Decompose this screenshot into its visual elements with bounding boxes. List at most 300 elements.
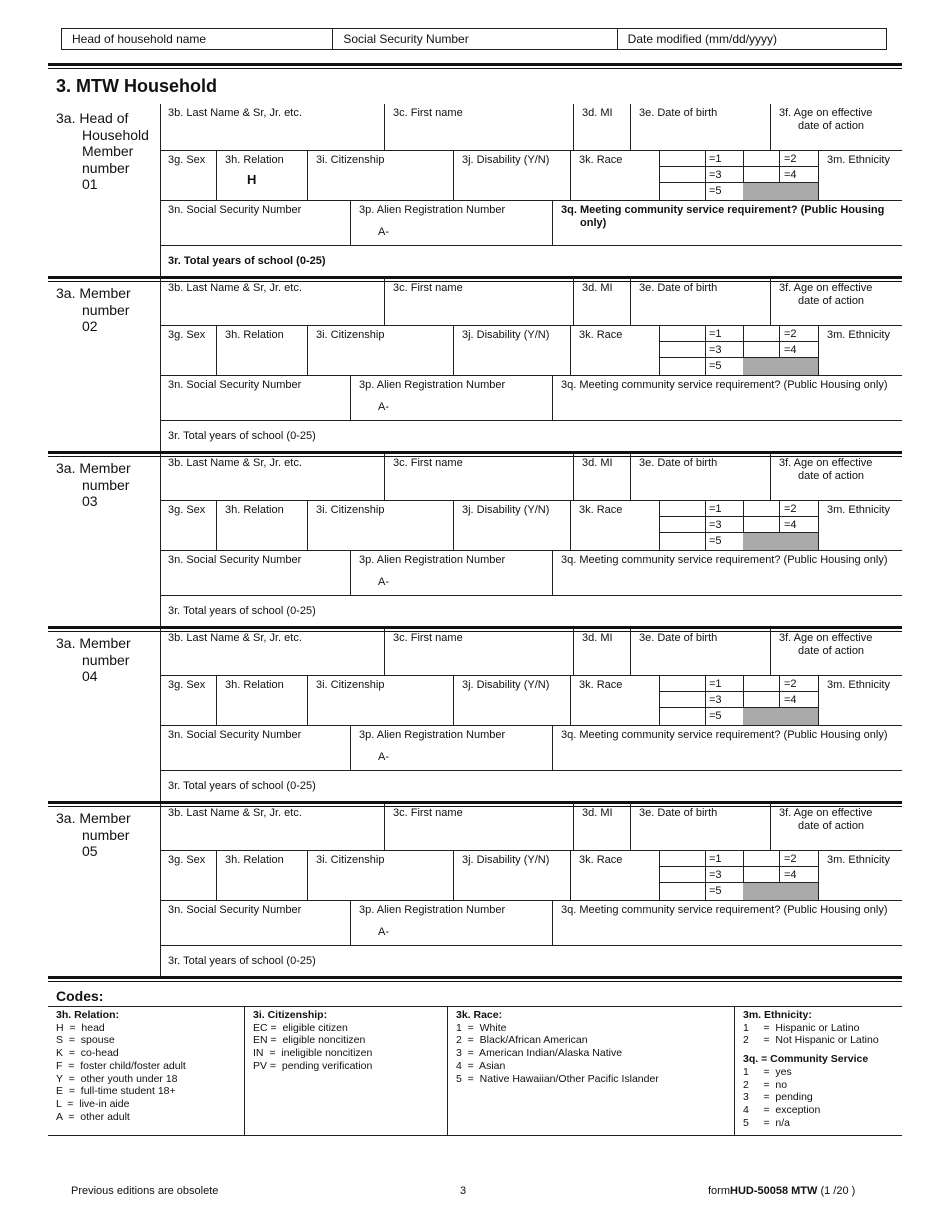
last-name-field[interactable] [160, 629, 384, 675]
ethnicity-field[interactable] [818, 676, 902, 725]
member-ssn-field-label: 3n. Social Security Number [168, 204, 302, 216]
first-name-field-label: 3c. First name [393, 457, 463, 469]
middle-initial-field-label: 3d. MI [582, 807, 613, 819]
age-field-label-2: date of action [798, 645, 865, 657]
member-ssn-field-label: 3n. Social Security Number [168, 379, 302, 391]
relation-value: H [247, 172, 257, 187]
age-field-label: 3f. Age on effective [779, 632, 873, 644]
last-name-field-label: 3b. Last Name & Sr, Jr. etc. [168, 632, 302, 644]
ethnicity-field[interactable] [818, 151, 902, 200]
total-years-school-field[interactable] [160, 771, 902, 801]
member-label-line: number [82, 476, 130, 493]
ethnicity-field[interactable] [818, 851, 902, 900]
first-name-field[interactable] [384, 454, 573, 500]
sex-field-label: 3g. Sex [168, 679, 206, 691]
member-ssn-field-label: 3n. Social Security Number [168, 904, 302, 916]
last-name-field-label: 3b. Last Name & Sr, Jr. etc. [168, 282, 302, 294]
total-years-school-field-label: 3r. Total years of school (0-25) [168, 955, 316, 967]
race-shaded-cell-cover [744, 533, 779, 550]
alien-registration-field-label: 3p. Alien Registration Number [359, 554, 506, 566]
age-field-label: 3f. Age on effective [779, 107, 873, 119]
page-number: 3 [460, 1185, 467, 1197]
member-bottom-rule [48, 976, 902, 979]
header-ssn-field[interactable]: Social Security Number [333, 29, 617, 49]
footer-obsolete-note: Previous editions are obsolete [71, 1185, 219, 1197]
date-of-birth-field-label: 3e. Date of birth [639, 282, 718, 294]
sex-field[interactable] [160, 326, 216, 375]
citizenship-field-label: 3i. Citizenship [316, 854, 385, 866]
member-label-line: Member [82, 143, 134, 159]
field-row [160, 200, 902, 245]
ethnicity-field[interactable] [818, 326, 902, 375]
code-item: Y = other youth under 18 [56, 1072, 178, 1085]
code-item: 2 = Black/African American [456, 1034, 588, 1047]
code-item: 2 = no [743, 1078, 788, 1091]
member-number-label [56, 635, 156, 685]
race-divider [659, 851, 660, 900]
last-name-field-label: 3b. Last Name & Sr, Jr. etc. [168, 107, 302, 119]
race-codes [447, 1007, 734, 1135]
sex-field[interactable] [160, 501, 216, 550]
age-field-label: 3f. Age on effective [779, 807, 873, 819]
race-divider [705, 501, 706, 550]
race-field[interactable] [570, 501, 818, 550]
ethnicity-community-codes [734, 1007, 902, 1135]
alien-registration-field-label: 3p. Alien Registration Number [359, 204, 506, 216]
alien-registration-field[interactable] [350, 551, 552, 595]
alien-registration-field[interactable] [350, 901, 552, 945]
date-of-birth-field[interactable] [630, 629, 770, 675]
disability-field-label: 3j. Disability (Y/N) [462, 854, 550, 866]
age-field[interactable] [770, 804, 902, 850]
code-item: 2 = Not Hispanic or Latino [743, 1034, 879, 1047]
code-item: IN = ineligible noncitizen [253, 1047, 373, 1060]
member-ssn-field[interactable] [160, 201, 350, 245]
code-item: L = live-in aide [56, 1097, 130, 1110]
disability-field[interactable] [453, 501, 570, 550]
alien-registration-field-label: 3p. Alien Registration Number [359, 729, 506, 741]
race-field-label: 3k. Race [579, 154, 623, 166]
member-fields-grid [160, 104, 902, 276]
member-fields-grid [160, 629, 902, 801]
total-years-school-field-label: 3r. Total years of school (0-25) [168, 430, 316, 442]
community-service-field[interactable] [552, 901, 902, 945]
member-block [48, 454, 902, 626]
first-name-field-label: 3c. First name [393, 632, 463, 644]
code-item: 1 = yes [743, 1065, 792, 1078]
member-label-line: Household [82, 126, 149, 143]
date-modified-field[interactable]: Date modified (mm/dd/yyyy) [627, 32, 778, 46]
first-name-field[interactable] [384, 279, 573, 325]
disability-field[interactable] [453, 676, 570, 725]
citizenship-field[interactable] [307, 326, 453, 375]
form-id: HUD-50058 MTW [730, 1185, 818, 1197]
field-row [160, 629, 902, 675]
race-code-label: =5 [709, 710, 722, 722]
middle-initial-field[interactable] [573, 279, 630, 325]
date-of-birth-field[interactable] [630, 804, 770, 850]
disability-field-label: 3j. Disability (Y/N) [462, 679, 550, 691]
member-label-line: number [82, 651, 130, 668]
citizenship-field[interactable] [307, 501, 453, 550]
member-label-line: 05 [82, 843, 98, 859]
sex-field-label: 3g. Sex [168, 504, 206, 516]
code-item: 4 = Asian [456, 1059, 506, 1072]
member-block [48, 279, 902, 451]
code-item: E = full-time student 18+ [56, 1085, 176, 1098]
ethnicity-field-label: 3m. Ethnicity [827, 329, 890, 341]
race-field[interactable] [570, 676, 818, 725]
code-item: A = other adult [56, 1110, 130, 1123]
code-item: 3 = American Indian/Alaska Native [456, 1047, 623, 1060]
ethnicity-field[interactable] [818, 501, 902, 550]
total-years-school-field[interactable] [160, 596, 902, 626]
middle-initial-field[interactable] [573, 804, 630, 850]
code-item: 1 = Hispanic or Latino [743, 1021, 860, 1034]
race-code-label: =3 [709, 694, 722, 706]
relation-field[interactable] [216, 501, 307, 550]
member-fields-grid [160, 454, 902, 626]
total-years-school-field-label: 3r. Total years of school (0-25) [168, 255, 326, 267]
relation-field[interactable] [216, 676, 307, 725]
member-ssn-field[interactable] [160, 376, 350, 420]
ethnicity-field-label: 3m. Ethnicity [827, 679, 890, 691]
last-name-field[interactable] [160, 804, 384, 850]
field-row [160, 375, 902, 420]
member-ssn-field[interactable] [160, 901, 350, 945]
race-code-label: =4 [784, 169, 797, 181]
last-name-field-label: 3b. Last Name & Sr, Jr. etc. [168, 457, 302, 469]
race-field[interactable] [570, 851, 818, 900]
relation-field-label: 3h. Relation [225, 329, 284, 341]
total-years-school-field[interactable] [160, 421, 902, 451]
ethnicity-codes-heading: 3m. Ethnicity: [743, 1009, 812, 1021]
middle-initial-field-label: 3d. MI [582, 282, 613, 294]
code-item: EC = eligible citizen [253, 1021, 348, 1034]
last-name-field[interactable] [160, 279, 384, 325]
race-code-label: =4 [784, 694, 797, 706]
age-field-label: 3f. Age on effective [779, 457, 873, 469]
disability-field-label: 3j. Disability (Y/N) [462, 329, 550, 341]
member-fields-grid [160, 804, 902, 976]
member-label-line: number [82, 826, 130, 843]
section-title: 3. MTW Household [56, 76, 217, 96]
member-number-label [56, 285, 156, 335]
code-item: F = foster child/foster adult [56, 1059, 186, 1072]
middle-initial-field[interactable] [573, 454, 630, 500]
community-service-label: 3q. Meeting community service requirement? (Public Housing only) [561, 379, 888, 391]
race-divider [659, 501, 660, 550]
alien-prefix: A- [378, 226, 389, 238]
code-item: 1 = White [456, 1021, 507, 1034]
sex-field[interactable] [160, 151, 216, 200]
ethnicity-field-label: 3m. Ethnicity [827, 854, 890, 866]
race-divider [705, 676, 706, 725]
race-code-label: =2 [784, 328, 797, 340]
date-of-birth-field-label: 3e. Date of birth [639, 457, 718, 469]
alien-registration-field[interactable] [350, 726, 552, 770]
relation-field-label: 3h. Relation [225, 154, 284, 166]
citizenship-field[interactable] [307, 151, 453, 200]
race-field-label: 3k. Race [579, 854, 623, 866]
community-service-field[interactable] [552, 551, 902, 595]
community-service-label: 3q. Meeting community service requirement? (Public Housing only) [561, 904, 888, 916]
sex-field[interactable] [160, 676, 216, 725]
citizenship-field[interactable] [307, 676, 453, 725]
sex-field-label: 3g. Sex [168, 329, 206, 341]
date-of-birth-field[interactable] [630, 454, 770, 500]
race-divider [659, 151, 660, 200]
field-row [160, 279, 902, 325]
race-code-label: =5 [709, 360, 722, 372]
member-block [48, 629, 902, 801]
member-label-line: 3a. Member [56, 285, 131, 301]
alien-prefix: A- [378, 926, 389, 938]
date-of-birth-field[interactable] [630, 104, 770, 150]
member-number-label [56, 810, 156, 860]
codes-title: Codes: [56, 988, 104, 1004]
race-divider [705, 326, 706, 375]
field-row [160, 945, 902, 976]
first-name-field-label: 3c. First name [393, 807, 463, 819]
race-code-label: =1 [709, 503, 722, 515]
codes-box [48, 1006, 902, 1136]
age-field[interactable] [770, 454, 902, 500]
race-code-label: =4 [784, 344, 797, 356]
code-item: 4 = exception [743, 1103, 821, 1116]
race-code-label: =3 [709, 169, 722, 181]
race-shaded-cell-cover [744, 358, 779, 375]
member-label-line: 3a. Member [56, 635, 131, 651]
middle-initial-field-label: 3d. MI [582, 632, 613, 644]
race-code-label: =1 [709, 853, 722, 865]
member-label-line: 02 [82, 318, 98, 334]
race-code-label: =2 [784, 678, 797, 690]
total-years-school-field-label: 3r. Total years of school (0-25) [168, 780, 316, 792]
field-row [160, 325, 902, 375]
member-ssn-field-label: 3n. Social Security Number [168, 554, 302, 566]
first-name-field[interactable] [384, 804, 573, 850]
code-item: S = spouse [56, 1034, 115, 1047]
race-field[interactable] [570, 151, 818, 200]
member-ssn-field[interactable] [160, 551, 350, 595]
race-field-label: 3k. Race [579, 329, 623, 341]
age-field-label-2: date of action [798, 120, 865, 132]
race-row-divider [659, 341, 819, 342]
relation-field[interactable] [216, 326, 307, 375]
race-code-label: =2 [784, 853, 797, 865]
race-code-label: =3 [709, 869, 722, 881]
race-field-label: 3k. Race [579, 504, 623, 516]
middle-initial-field[interactable] [573, 629, 630, 675]
disability-field-label: 3j. Disability (Y/N) [462, 154, 550, 166]
relation-codes-heading: 3h. Relation: [56, 1009, 120, 1021]
race-code-label: =5 [709, 535, 722, 547]
community-service-field[interactable] [552, 726, 902, 770]
citizenship-codes-heading: 3i. Citizenship: [253, 1009, 328, 1021]
member-ssn-field[interactable] [160, 726, 350, 770]
code-item: H = head [56, 1021, 105, 1034]
race-field-label: 3k. Race [579, 679, 623, 691]
citizenship-field-label: 3i. Citizenship [316, 154, 385, 166]
age-field[interactable] [770, 104, 902, 150]
race-code-label: =5 [709, 185, 722, 197]
form-date: (1 /20 ) [817, 1185, 856, 1197]
relation-codes [48, 1007, 244, 1135]
race-divider [659, 676, 660, 725]
race-row-divider [659, 691, 819, 692]
ethnicity-field-label: 3m. Ethnicity [827, 154, 890, 166]
race-divider [659, 326, 660, 375]
race-shaded-cell-cover [744, 883, 779, 900]
date-of-birth-field-label: 3e. Date of birth [639, 632, 718, 644]
field-row [160, 900, 902, 945]
form-prefix: form [708, 1185, 730, 1197]
sex-field-label: 3g. Sex [168, 854, 206, 866]
relation-field-label: 3h. Relation [225, 504, 284, 516]
community-service-field[interactable] [552, 376, 902, 420]
field-row [160, 245, 902, 276]
form-header [61, 28, 887, 50]
date-of-birth-field-label: 3e. Date of birth [639, 807, 718, 819]
head-of-household-name-field[interactable]: Head of household name [62, 29, 333, 49]
field-row [160, 150, 902, 200]
relation-field-label: 3h. Relation [225, 854, 284, 866]
relation-field-label: 3h. Relation [225, 679, 284, 691]
total-years-school-field[interactable] [160, 246, 902, 276]
field-row [160, 454, 902, 500]
race-codes-heading: 3k. Race: [456, 1009, 503, 1021]
race-code-label: =2 [784, 153, 797, 165]
middle-initial-field[interactable] [573, 104, 630, 150]
sex-field[interactable] [160, 851, 216, 900]
member-ssn-field-label: 3n. Social Security Number [168, 729, 302, 741]
total-years-school-field[interactable] [160, 946, 902, 976]
citizenship-field[interactable] [307, 851, 453, 900]
code-item: 5 = n/a [743, 1116, 790, 1129]
last-name-field-label: 3b. Last Name & Sr, Jr. etc. [168, 807, 302, 819]
alien-registration-field[interactable] [350, 376, 552, 420]
relation-field[interactable] [216, 851, 307, 900]
race-code-label: =4 [784, 519, 797, 531]
member-label-line: number [82, 159, 130, 176]
disability-field-label: 3j. Disability (Y/N) [462, 504, 550, 516]
date-of-birth-field[interactable] [630, 279, 770, 325]
race-row-divider [659, 516, 819, 517]
race-shaded-cell-cover [744, 708, 779, 725]
race-code-label: =5 [709, 885, 722, 897]
code-item: PV = pending verification [253, 1059, 373, 1072]
last-name-field[interactable] [160, 454, 384, 500]
ethnicity-field-label: 3m. Ethnicity [827, 504, 890, 516]
citizenship-field-label: 3i. Citizenship [316, 329, 385, 341]
race-code-label: =3 [709, 344, 722, 356]
member-label-line: 01 [82, 176, 98, 192]
community-service-field[interactable] [552, 201, 902, 245]
citizenship-field-label: 3i. Citizenship [316, 504, 385, 516]
member-label-line: 3a. Member [56, 810, 131, 826]
date-of-birth-field-label: 3e. Date of birth [639, 107, 718, 119]
first-name-field[interactable] [384, 104, 573, 150]
race-code-label: =4 [784, 869, 797, 881]
race-row-divider [659, 166, 819, 167]
age-field-label-2: date of action [798, 295, 865, 307]
disability-field[interactable] [453, 326, 570, 375]
code-item: 5 = Native Hawaiian/Other Pacific Islander [456, 1072, 659, 1085]
last-name-field[interactable] [160, 104, 384, 150]
first-name-field[interactable] [384, 629, 573, 675]
first-name-field-label: 3c. First name [393, 107, 463, 119]
citizenship-field-label: 3i. Citizenship [316, 679, 385, 691]
race-code-label: =2 [784, 503, 797, 515]
first-name-field-label: 3c. First name [393, 282, 463, 294]
member-label-line: 3a. Member [56, 460, 131, 476]
alien-registration-field-label: 3p. Alien Registration Number [359, 904, 506, 916]
field-row [160, 104, 902, 150]
code-item: EN = eligible noncitizen [253, 1034, 366, 1047]
age-field[interactable] [770, 279, 902, 325]
race-row-divider [659, 866, 819, 867]
field-row [160, 850, 902, 900]
middle-initial-field-label: 3d. MI [582, 107, 613, 119]
age-field-label: 3f. Age on effective [779, 282, 873, 294]
member-label-line: 04 [82, 668, 98, 684]
alien-registration-field[interactable] [350, 201, 552, 245]
race-code-label: =1 [709, 153, 722, 165]
alien-prefix: A- [378, 576, 389, 588]
member-label-line: number [82, 301, 130, 318]
age-field-label-2: date of action [798, 820, 865, 832]
code-item: 3 = pending [743, 1091, 813, 1104]
alien-prefix: A- [378, 751, 389, 763]
code-item: K = co-head [56, 1047, 119, 1060]
sex-field-label: 3g. Sex [168, 154, 206, 166]
community-service-label: 3q. Meeting community service requirement? (Public Housing only) [561, 729, 888, 741]
age-field[interactable] [770, 629, 902, 675]
community-codes-heading: 3q. = Community Service [743, 1053, 869, 1066]
field-row [160, 675, 902, 725]
race-divider [705, 851, 706, 900]
member-fields-grid [160, 279, 902, 451]
field-row [160, 804, 902, 850]
disability-field[interactable] [453, 851, 570, 900]
field-row [160, 595, 902, 626]
disability-field[interactable] [453, 151, 570, 200]
form-number [708, 1185, 855, 1197]
field-row [160, 500, 902, 550]
race-code-label: =3 [709, 519, 722, 531]
member-number-label [56, 110, 156, 193]
section-top-rule-thin [48, 68, 902, 69]
citizenship-codes [244, 1007, 447, 1135]
race-divider [705, 151, 706, 200]
total-years-school-field-label: 3r. Total years of school (0-25) [168, 605, 316, 617]
field-row [160, 420, 902, 451]
field-row [160, 770, 902, 801]
member-bottom-rule-thin [48, 981, 902, 982]
community-service-label-2: only) [580, 217, 607, 229]
member-number-label [56, 460, 156, 510]
field-row [160, 725, 902, 770]
alien-registration-field-label: 3p. Alien Registration Number [359, 379, 506, 391]
race-field[interactable] [570, 326, 818, 375]
section-top-rule [48, 63, 902, 66]
member-block [48, 804, 902, 976]
member-label-line: 3a. Head of [56, 110, 129, 126]
member-block [48, 104, 902, 276]
relation-field[interactable] [216, 151, 307, 200]
community-service-label: 3q. Meeting community service requirement? (Public Housing only) [561, 554, 888, 566]
